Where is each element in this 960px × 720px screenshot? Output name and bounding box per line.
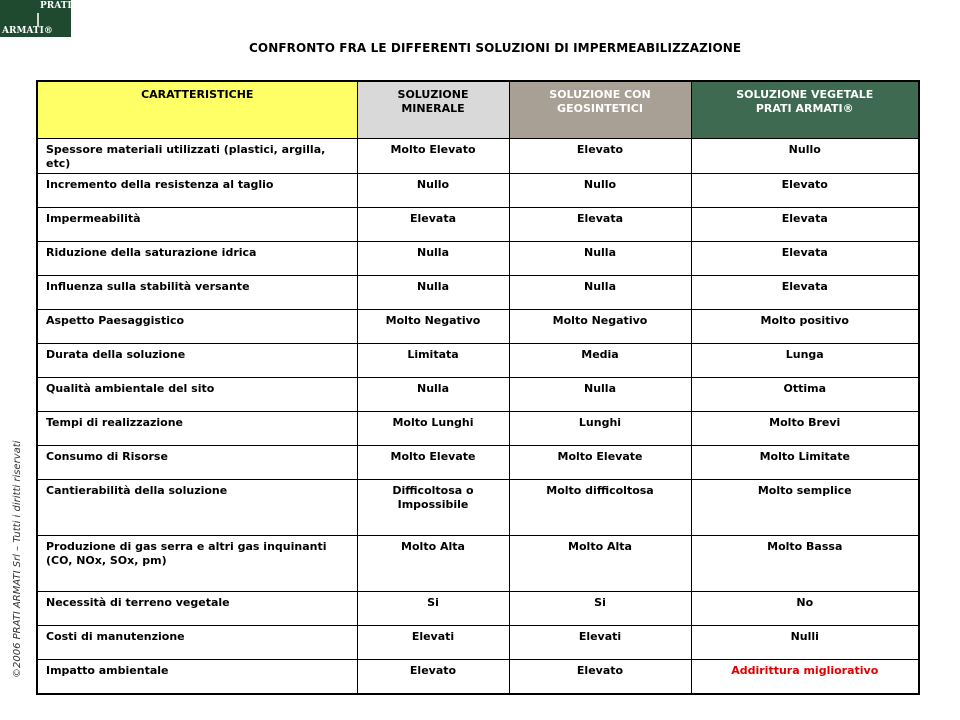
- minerale-cell: Molto Elevate: [357, 446, 509, 480]
- vegetale-cell: Molto Brevi: [691, 412, 919, 446]
- minerale-cell: Elevato: [357, 660, 509, 695]
- table-row: [37, 139, 919, 174]
- geosintetici-cell: Elevati: [509, 626, 691, 660]
- geosintetici-cell: Elevato: [509, 660, 691, 695]
- vegetale-cell: Molto Bassa: [691, 536, 919, 592]
- geosintetici-cell: Molto Negativo: [509, 310, 691, 344]
- table-row: [37, 446, 919, 480]
- vegetale-cell: Elevato: [691, 174, 919, 208]
- table-row: [37, 378, 919, 412]
- prati-armati-logo: [0, 0, 71, 37]
- header-minerale: [357, 81, 509, 139]
- header-geosintetici-line2: GEOSINTETICI: [557, 102, 643, 115]
- feature-cell: Produzione di gas serra e altri gas inquinanti (CO, NOx, SOx, pm): [37, 536, 357, 592]
- feature-cell: Aspetto Paesaggistico: [37, 310, 357, 344]
- feature-cell: Influenza sulla stabilità versante: [37, 276, 357, 310]
- header-row: [37, 81, 919, 139]
- feature-cell: Spessore materiali utilizzati (plastici, argilla, etc): [37, 139, 357, 174]
- table-row: [37, 344, 919, 378]
- minerale-cell: Limitata: [357, 344, 509, 378]
- feature-cell: Necessità di terreno vegetale: [37, 592, 357, 626]
- minerale-cell: Elevata: [357, 208, 509, 242]
- minerale-cell: Difficoltosa o Impossibile: [357, 480, 509, 536]
- minerale-cell: Molto Negativo: [357, 310, 509, 344]
- vegetale-cell: Elevata: [691, 276, 919, 310]
- minerale-cell: Molto Lunghi: [357, 412, 509, 446]
- comparison-table: [36, 80, 920, 695]
- vegetale-cell: Molto positivo: [691, 310, 919, 344]
- geosintetici-cell: Elevata: [509, 208, 691, 242]
- vegetale-cell: Nullo: [691, 139, 919, 174]
- feature-cell: Consumo di Risorse: [37, 446, 357, 480]
- minerale-cell: Molto Alta: [357, 536, 509, 592]
- table-row: [37, 276, 919, 310]
- header-geosintetici-line1: SOLUZIONE CON: [549, 88, 651, 101]
- feature-cell: Riduzione della saturazione idrica: [37, 242, 357, 276]
- table-row: [37, 208, 919, 242]
- page-title: CONFRONTO FRA LE DIFFERENTI SOLUZIONI DI IMPERMEABILIZZAZIONE: [249, 41, 742, 55]
- logo-stem: [37, 13, 39, 26]
- vegetale-cell: Elevata: [691, 208, 919, 242]
- feature-cell: Impatto ambientale: [37, 660, 357, 695]
- feature-cell: Qualità ambientale del sito: [37, 378, 357, 412]
- geosintetici-cell: Lunghi: [509, 412, 691, 446]
- table-row: [37, 242, 919, 276]
- geosintetici-cell: Elevato: [509, 139, 691, 174]
- geosintetici-cell: Nulla: [509, 378, 691, 412]
- header-geosintetici: [509, 81, 691, 139]
- header-caratteristiche-label: CARATTERISTICHE: [141, 88, 254, 101]
- vegetale-cell: Nulli: [691, 626, 919, 660]
- logo-line2: ARMATI®: [2, 26, 53, 36]
- header-minerale-line2: MINERALE: [401, 102, 465, 115]
- feature-cell: Durata della soluzione: [37, 344, 357, 378]
- copyright-note: ©2006 PRATI ARMATI Srl – Tutti i diritti riservati: [12, 440, 23, 678]
- vegetale-cell-highlight: Addirittura migliorativo: [691, 660, 919, 695]
- feature-cell: Costi di manutenzione: [37, 626, 357, 660]
- geosintetici-cell: Molto Elevate: [509, 446, 691, 480]
- minerale-cell: Nullo: [357, 174, 509, 208]
- vegetale-cell: Ottima: [691, 378, 919, 412]
- geosintetici-cell: Media: [509, 344, 691, 378]
- minerale-cell: Nulla: [357, 378, 509, 412]
- table-row: [37, 592, 919, 626]
- vegetale-cell: Molto Limitate: [691, 446, 919, 480]
- vegetale-cell: Lunga: [691, 344, 919, 378]
- feature-cell: Incremento della resistenza al taglio: [37, 174, 357, 208]
- feature-cell: Tempi di realizzazione: [37, 412, 357, 446]
- geosintetici-cell: Molto difficoltosa: [509, 480, 691, 536]
- vegetale-cell: Elevata: [691, 242, 919, 276]
- minerale-cell: Elevati: [357, 626, 509, 660]
- table-row: [37, 660, 919, 695]
- logo-line1: PRATI: [40, 1, 72, 11]
- table-row: [37, 412, 919, 446]
- table-row: [37, 174, 919, 208]
- table-row: [37, 310, 919, 344]
- minerale-cell: Si: [357, 592, 509, 626]
- table-row: [37, 480, 919, 536]
- header-vegetale: [691, 81, 919, 139]
- geosintetici-cell: Molto Alta: [509, 536, 691, 592]
- minerale-cell: Molto Elevato: [357, 139, 509, 174]
- minerale-cell: Nulla: [357, 242, 509, 276]
- header-caratteristiche: [37, 81, 357, 139]
- geosintetici-cell: Nulla: [509, 242, 691, 276]
- feature-cell: Impermeabilità: [37, 208, 357, 242]
- minerale-cell: Nulla: [357, 276, 509, 310]
- table-row: [37, 626, 919, 660]
- header-minerale-line1: SOLUZIONE: [397, 88, 469, 101]
- header-vegetale-line2: PRATI ARMATI®: [755, 102, 854, 115]
- geosintetici-cell: Si: [509, 592, 691, 626]
- feature-cell: Cantierabilità della soluzione: [37, 480, 357, 536]
- geosintetici-cell: Nullo: [509, 174, 691, 208]
- header-vegetale-line1: SOLUZIONE VEGETALE: [736, 88, 874, 101]
- vegetale-cell: No: [691, 592, 919, 626]
- table-row: [37, 536, 919, 592]
- vegetale-cell: Molto semplice: [691, 480, 919, 536]
- geosintetici-cell: Nulla: [509, 276, 691, 310]
